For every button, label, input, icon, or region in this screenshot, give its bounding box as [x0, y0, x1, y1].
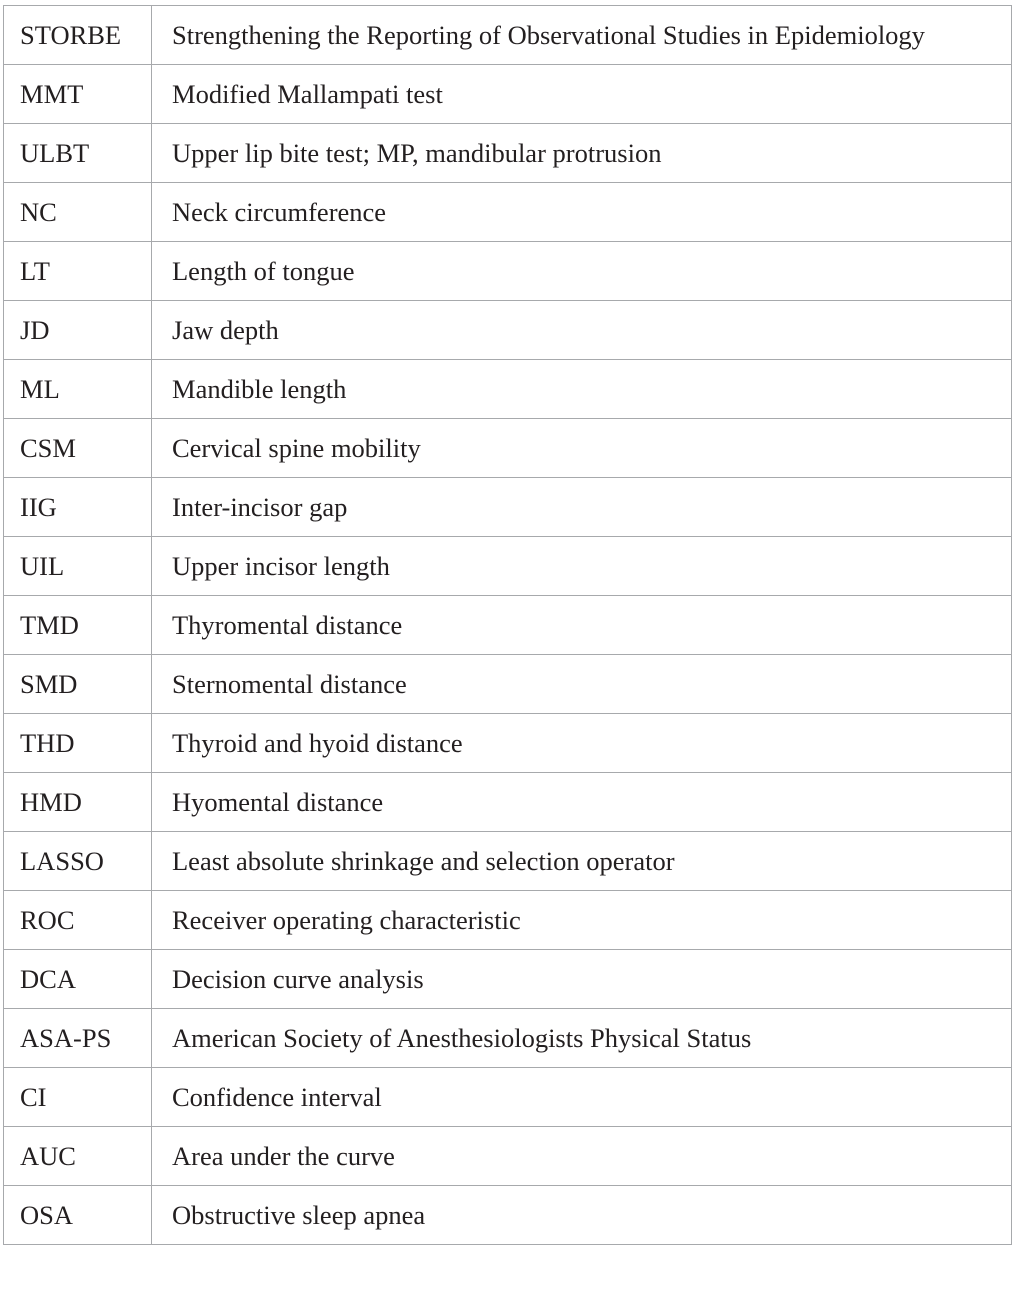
definition-cell: Least absolute shrinkage and selection operator — [152, 832, 1012, 891]
table-row — [4, 360, 1012, 419]
table-row — [4, 537, 1012, 596]
abbreviation-cell: SMD — [4, 655, 152, 714]
definition-cell: Neck circumference — [152, 183, 1012, 242]
table-row — [4, 596, 1012, 655]
abbreviation-cell: THD — [4, 714, 152, 773]
definition-cell: Receiver operating characteristic — [152, 891, 1012, 950]
definition-cell: Inter-incisor gap — [152, 478, 1012, 537]
abbreviation-cell: CSM — [4, 419, 152, 478]
definition-cell: Mandible length — [152, 360, 1012, 419]
abbreviation-cell: DCA — [4, 950, 152, 1009]
table-row — [4, 419, 1012, 478]
table-row — [4, 773, 1012, 832]
table-row — [4, 478, 1012, 537]
table-row — [4, 183, 1012, 242]
definition-cell: Upper incisor length — [152, 537, 1012, 596]
table-row — [4, 301, 1012, 360]
table-row — [4, 1068, 1012, 1127]
abbreviation-cell: OSA — [4, 1186, 152, 1245]
abbreviation-cell: UIL — [4, 537, 152, 596]
definition-cell: Upper lip bite test; MP, mandibular protrusion — [152, 124, 1012, 183]
definition-cell: Cervical spine mobility — [152, 419, 1012, 478]
definition-cell: Strengthening the Reporting of Observational Studies in Epidemiology — [152, 6, 1012, 65]
definition-cell: Sternomental distance — [152, 655, 1012, 714]
table-row — [4, 714, 1012, 773]
definition-cell: Modified Mallampati test — [152, 65, 1012, 124]
abbreviations-table — [3, 5, 1012, 1245]
table-row — [4, 1127, 1012, 1186]
abbreviation-cell: ML — [4, 360, 152, 419]
abbreviation-cell: NC — [4, 183, 152, 242]
table-row — [4, 6, 1012, 65]
abbreviation-cell: CI — [4, 1068, 152, 1127]
table-row — [4, 950, 1012, 1009]
definition-cell: Thyroid and hyoid distance — [152, 714, 1012, 773]
abbreviation-cell: TMD — [4, 596, 152, 655]
definition-cell: Jaw depth — [152, 301, 1012, 360]
abbreviation-cell: JD — [4, 301, 152, 360]
definition-cell: Thyromental distance — [152, 596, 1012, 655]
definition-cell: Confidence interval — [152, 1068, 1012, 1127]
abbreviation-cell: MMT — [4, 65, 152, 124]
abbreviations-table-body — [4, 6, 1012, 1245]
table-row — [4, 891, 1012, 950]
definition-cell: American Society of Anesthesiologists Physical Status — [152, 1009, 1012, 1068]
abbreviation-cell: ASA-PS — [4, 1009, 152, 1068]
definition-cell: Area under the curve — [152, 1127, 1012, 1186]
definition-cell: Obstructive sleep apnea — [152, 1186, 1012, 1245]
table-row — [4, 65, 1012, 124]
definition-cell: Decision curve analysis — [152, 950, 1012, 1009]
abbreviation-cell: HMD — [4, 773, 152, 832]
table-row — [4, 1186, 1012, 1245]
table-row — [4, 242, 1012, 301]
table-row — [4, 655, 1012, 714]
definition-cell: Hyomental distance — [152, 773, 1012, 832]
abbreviation-cell: ULBT — [4, 124, 152, 183]
abbreviation-cell: IIG — [4, 478, 152, 537]
abbreviation-cell: LT — [4, 242, 152, 301]
abbreviation-cell: ROC — [4, 891, 152, 950]
definition-cell: Length of tongue — [152, 242, 1012, 301]
table-row — [4, 124, 1012, 183]
abbreviation-cell: AUC — [4, 1127, 152, 1186]
table-row — [4, 1009, 1012, 1068]
abbreviation-cell: STORBE — [4, 6, 152, 65]
table-row — [4, 832, 1012, 891]
abbreviation-cell: LASSO — [4, 832, 152, 891]
